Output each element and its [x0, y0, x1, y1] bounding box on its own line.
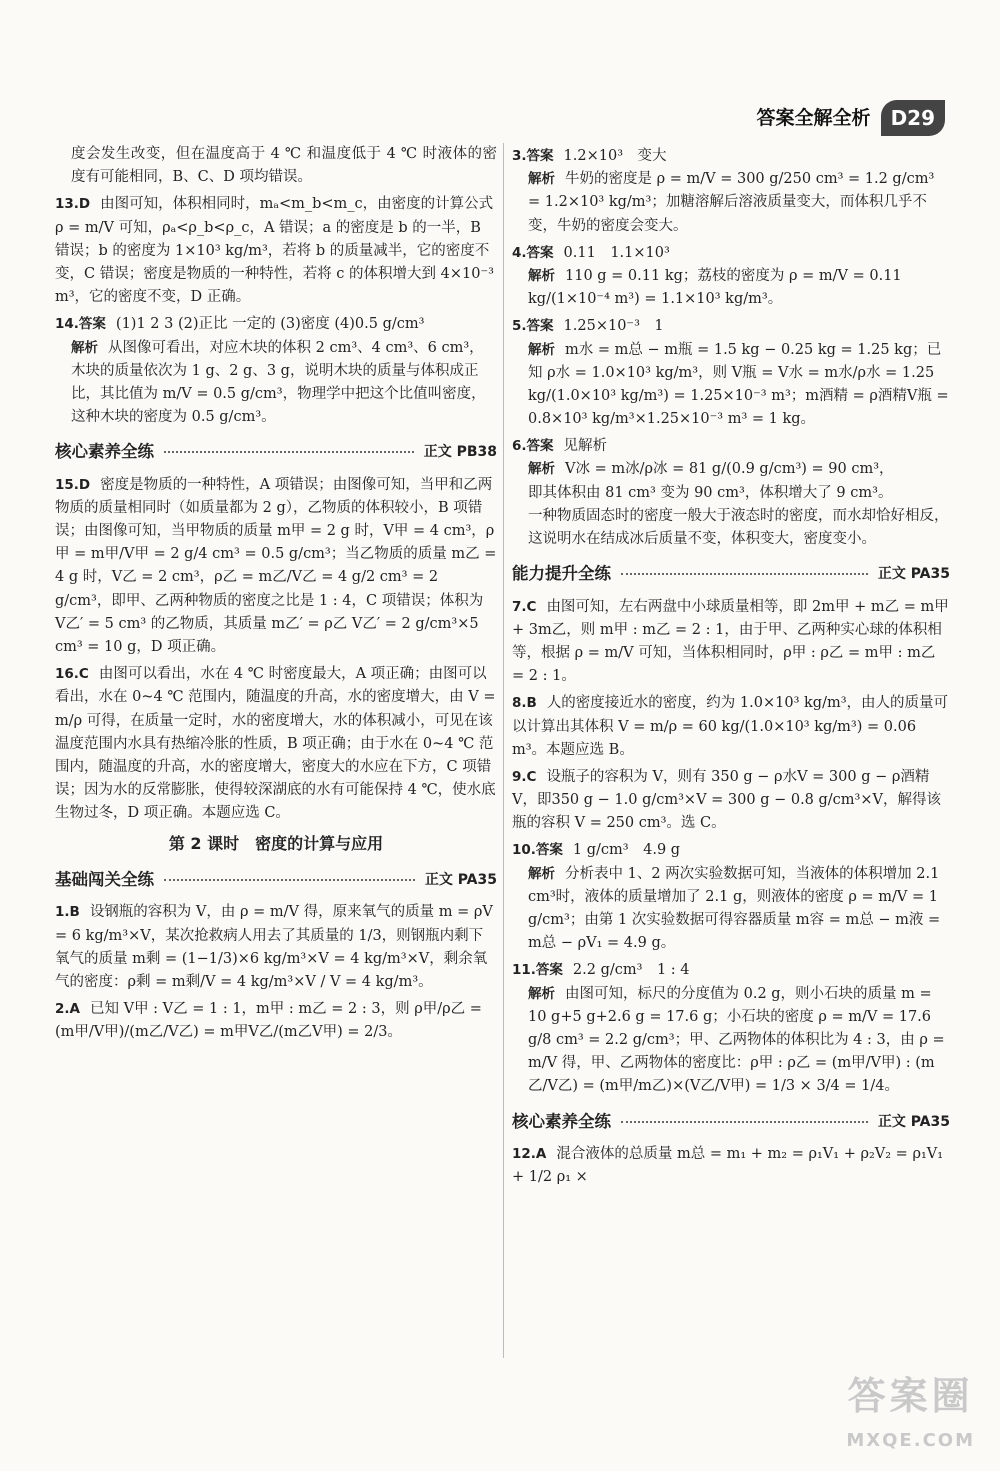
answer-text: 0.11 1.1×10³ [563, 244, 670, 261]
lesson-title: 第 2 课时 密度的计算与应用 [168, 834, 384, 854]
question-3 [512, 145, 950, 238]
analysis-text: V冰 = m冰/ρ冰 = 81 g/(0.9 g/cm³) = 90 cm³， [565, 461, 894, 478]
answer-text: 2.2 g/cm³ 1 : 4 [572, 962, 690, 979]
question-5 [512, 315, 950, 431]
question-number: 3.答案 [512, 148, 554, 164]
right-column [512, 143, 950, 1193]
question-number: 16.C [55, 666, 89, 683]
watermark-logo-text: 答案圈 [847, 1374, 974, 1419]
section-reference: 正文 PA35 [877, 1113, 950, 1130]
answer-text: 1 g/cm³ 4.9 g [572, 842, 681, 859]
section-header [512, 1109, 950, 1135]
analysis-text: m水 = m总 − m瓶 = 1.5 kg − 0.25 kg = 1.25 kg；已知 ρ水 = 1.0×10³ kg/m³，则 V瓶 = V水 = m水/ρ水 = 1.25 kg/(1.0×10³ kg/m³) = 1.25×10⁻³ m³；m酒精 = ρ酒精V瓶 = 0.8×10³ kg/m³×1.25×10⁻³ m³ = 1 kg。 [528, 341, 949, 428]
question-number: 13.D [55, 196, 91, 213]
analysis-label: 解析 [528, 985, 555, 1002]
section-title: 核心素养全练 [512, 1111, 611, 1131]
analysis-label: 解析 [71, 339, 98, 356]
question-number: 5.答案 [512, 318, 554, 335]
analysis-text: 分析表中 1、2 两次实验数据可知，当液体的体积增加 2.1 cm³时，液体的质量增加了 2.1 g，则液体的密度 ρ = m/V = 1 g/cm³；由第 1 次实验数据可得容器质量 m容 = m总 − m液 = m总 − ρV₁ = 4.9 g。 [528, 865, 941, 952]
question-14 [55, 313, 497, 429]
analysis-text: 110 g = 0.11 kg；荔枝的密度为 ρ = m/V = 0.11 kg/(1×10⁻⁴ m³) = 1.1×10³ kg/m³。 [528, 267, 902, 308]
question-11 [512, 959, 950, 1098]
question-7 [512, 596, 950, 689]
question-2 [55, 998, 497, 1044]
answer-text: 见解析 [563, 438, 608, 455]
question-text: 设钢瓶的容积为 V，由 ρ = m/V 得，原来氧气的质量 m = ρV = 6 kg/m³×V，某次抢救病人用去了其质量的 1/3，则钢瓶内剩下氧气的质量 m剩 = (1−1/3)×6 kg/m³×V = 4 kg/m³×V，剩余氧气的密度：ρ剩 = m剩/V = 4 kg/m³×V / V = 4 kg/m³。 [55, 904, 493, 990]
question-number: 8.B [512, 695, 537, 712]
question-number: 10.答案 [512, 842, 563, 859]
question-4 [512, 242, 950, 312]
analysis-text: 牛奶的密度是 ρ = m/V = 300 g/250 cm³ = 1.2 g/cm³ = 1.2×10³ kg/m³；加糖溶解后溶液质量变大，而体积几乎不变，牛奶的密度会变大。 [528, 171, 935, 234]
answer-text: 1.25×10⁻³ 1 [563, 318, 664, 335]
question-text: 由图可知，体积相同时，mₐ<m_b<m_c，由密度的计算公式 ρ = m/V 可知，ρₐ<ρ_b<ρ_c，A 错误；a 的密度是 b 的一半，B 错误；b 的密度为 1×10³ kg/m³，若将 b 的质量减半，它的密度不变，C 错误；密度是物质的一种特性，若将 c 的体积增大到 4×10⁻³ m³，它的密度不变，D 正确。 [55, 196, 494, 306]
answer-text: 1.2×10³ 变大 [563, 148, 667, 164]
section-header [55, 439, 497, 465]
section-reference: 正文 PA35 [424, 872, 497, 889]
analysis-text-2: 即其体积由 81 cm³ 变为 90 cm³，体积增大了 9 cm³。 [528, 484, 893, 501]
analysis-label: 解析 [528, 171, 555, 188]
question-number: 2.A [55, 1001, 80, 1018]
left-column [55, 143, 497, 1049]
question-number: 11.答案 [512, 962, 563, 979]
question-number: 14.答案 [55, 316, 106, 333]
analysis-label: 解析 [528, 341, 555, 358]
column-divider [503, 143, 504, 1358]
page-number-badge: D29 [881, 100, 945, 136]
question-number: 7.C [512, 598, 537, 615]
analysis-text: 从图像可看出，对应木块的体积 2 cm³、4 cm³、6 cm³，木块的质量依次为 1 g、2 g、3 g，说明木块的质量与体积成正比，其比值为 m/V = 0.5 g/cm³，物理学中把这个比值叫密度，这种木块的密度为 0.5 g/cm³。 [71, 339, 486, 426]
section-dotted-line [164, 879, 415, 881]
section-dotted-line [621, 1121, 868, 1123]
section-header [512, 561, 950, 587]
question-number: 4.答案 [512, 244, 554, 261]
question-number: 15.D [55, 476, 91, 493]
section-title: 基础闯关全练 [55, 870, 154, 890]
analysis-label: 解析 [528, 865, 555, 882]
question-text: 密度是物质的一种特性，A 项错误；由图像可知，当甲和乙两物质的质量相同时（如质量都为 2 g），乙物质的体积较小，B 项错误；由图像可知，当甲物质的质量 m甲 = 2 g 时，V甲 = 4 cm³，ρ甲 = m甲/V甲 = 2 g/4 cm³ = 0.5 g/cm³；当乙物质的质量 m乙 = 4 g 时，V乙 = 2 cm³，ρ乙 = m乙/V乙 = 4 g/2 cm³ = 2 g/cm³，即甲、乙两种物质的密度之比是 1 : 4，C 项错误；体积为 V乙′ = 5 cm³ 的乙物质，其质量 m乙′ = ρ乙 V乙′ = 2 g/cm³×5 cm³ = 10 g，D 项正确。 [55, 476, 497, 655]
question-1 [55, 901, 497, 994]
question-12 [512, 1143, 950, 1189]
question-number: 12.A [512, 1145, 547, 1162]
analysis-label: 解析 [528, 267, 555, 284]
question-text: 已知 V甲 : V乙 = 1 : 1，m甲 : m乙 = 2 : 3，则 ρ甲/ρ乙 = (m甲/V甲)/(m乙/V乙) = m甲V乙/(m乙V甲) = 2/3。 [55, 1001, 482, 1041]
analysis-text-3: 一种物质固态时的密度一般大于液态时的密度，而水却恰好相反，这说明水在结成冰后质量不变，体积变大，密度变小。 [528, 507, 949, 547]
section-title: 核心素养全练 [55, 442, 154, 462]
analysis-label: 解析 [528, 461, 555, 478]
intro-paragraph: 度会发生改变，但在温度高于 4 ℃ 和温度低于 4 ℃ 时液体的密度有可能相同，B、C、D 项均错误。 [71, 146, 497, 186]
page-header [757, 100, 945, 136]
question-9 [512, 766, 950, 836]
question-text: 由图可以看出，水在 4 ℃ 时密度最大，A 项正确；由图可以看出，水在 0~4 ℃ 范围内，随温度的升高，水的密度增大，由 V = m/ρ 可得，在质量一定时，水的密度增大，水的体积减小，可见在该温度范围内水具有热缩冷胀的性质，B 项正确；由于水在 0~4 ℃ 范围内，随温度的升高，水的密度增大，密度大的水应在下方，C 项错误；因为水的反常膨胀，使得较深湖底的水有可能保持 4 ℃，使水底生物过冬，D 项正确。本题应选 C。 [55, 666, 496, 822]
section-dotted-line [621, 573, 868, 575]
question-10 [512, 839, 950, 955]
question-text: 由图可知，左右两盘中小球质量相等，即 2m甲 + m乙 = m甲 + 3m乙，则 m甲 : m乙 = 2 : 1，由于甲、乙两种实心球的体积相等，根据 ρ = m/V 可知，当体积相同时，ρ甲 : ρ乙 = m甲 : m乙 = 2 : 1。 [512, 598, 949, 685]
question-6 [512, 435, 950, 551]
question-15 [55, 474, 497, 660]
question-text: 人的密度接近水的密度，约为 1.0×10³ kg/m³，由人的质量可以计算出其体积 V = m/ρ = 60 kg/(1.0×10³ kg/m³) = 0.06 m³。本题应选 B。 [512, 695, 949, 758]
question-number: 1.B [55, 904, 80, 921]
section-header [55, 867, 497, 893]
section-reference: 正文 PA35 [877, 566, 950, 583]
header-title: 答案全解全析 [756, 106, 871, 129]
question-text: 混合液体的总质量 m总 = m₁ + m₂ = ρ₁V₁ + ρ₂V₂ = ρ₁V₁ + 1/2 ρ₁ × [512, 1145, 944, 1186]
section-reference: 正文 PB38 [423, 444, 497, 461]
watermark-url: MXQE.COM [846, 1430, 975, 1452]
question-13 [55, 193, 497, 309]
answer-text: (1)1 2 3 (2)正比 一定的 (3)密度 (4)0.5 g/cm³ [115, 316, 425, 333]
question-text: 设瓶子的容积为 V，则有 350 g − ρ水V = 300 g − ρ酒精V，即350 g − 1.0 g/cm³×V = 300 g − 0.8 g/cm³×V，解得该瓶的容积 V = 250 cm³。选 C。 [512, 768, 941, 832]
section-title: 能力提升全练 [512, 564, 611, 584]
question-16 [55, 663, 497, 825]
watermark [846, 1366, 975, 1456]
question-number: 9.C [512, 768, 537, 785]
question-8 [512, 692, 950, 762]
question-number: 6.答案 [512, 438, 554, 455]
section-dotted-line [164, 451, 414, 453]
analysis-text: 由图可知，标尺的分度值为 0.2 g，则小石块的质量 m = 10 g+5 g+2.6 g = 17.6 g；小石块的密度 ρ = m/V = 17.6 g/8 cm³ = 2.2 g/cm³；甲、乙两物体的体积比为 4 : 3，由 ρ = m/V 得，甲、乙两物体的密度比：ρ甲 : ρ乙 = (m甲/V甲) : (m乙/V乙) = (m甲/m乙)×(V乙/V甲) = 1/3 × 3/4 = 1/4。 [528, 985, 945, 1095]
